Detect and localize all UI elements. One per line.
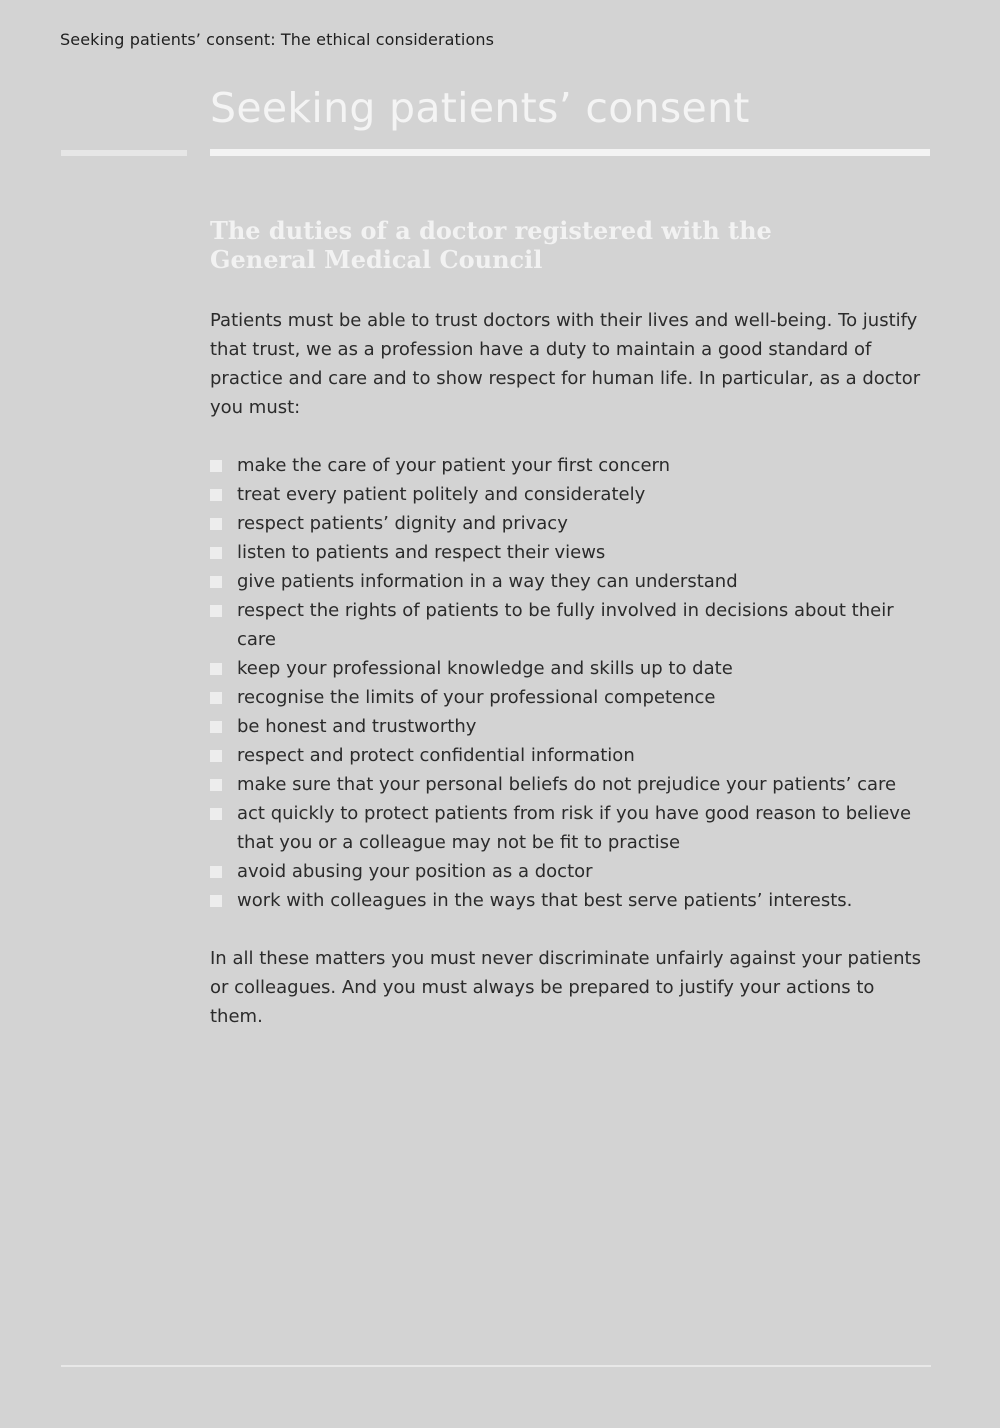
square-bullet-icon bbox=[210, 779, 222, 791]
list-item bbox=[210, 451, 930, 480]
square-bullet-icon bbox=[210, 750, 222, 762]
list-item-text: make the care of your patient your first concern bbox=[237, 455, 671, 476]
square-bullet-icon bbox=[210, 895, 222, 907]
section-heading: The duties of a doctor registered with the General Medical Council bbox=[210, 216, 772, 274]
square-bullet-icon bbox=[210, 460, 222, 472]
square-bullet-icon bbox=[210, 547, 222, 559]
square-bullet-icon bbox=[210, 663, 222, 675]
list-item-text: act quickly to protect patients from risk if you have good reason to believe that you or a colleague may not be fit to practise bbox=[237, 803, 912, 853]
square-bullet-icon bbox=[210, 605, 222, 617]
list-item-text: be honest and trustworthy bbox=[237, 716, 477, 737]
list-item-text: treat every patient politely and considerately bbox=[237, 484, 646, 505]
list-item-text: keep your professional knowledge and skills up to date bbox=[237, 658, 733, 679]
title-rule-long bbox=[210, 149, 930, 156]
list-item bbox=[210, 886, 930, 915]
list-item-text: work with colleagues in the ways that best serve patients’ interests. bbox=[237, 890, 853, 911]
list-item-text: respect and protect confidential information bbox=[237, 745, 635, 766]
square-bullet-icon bbox=[210, 866, 222, 878]
list-item bbox=[210, 567, 930, 596]
page-title: Seeking patients’ consent bbox=[210, 84, 750, 132]
square-bullet-icon bbox=[210, 576, 222, 588]
list-item-text: listen to patients and respect their views bbox=[237, 542, 606, 563]
list-item-text: avoid abusing your position as a doctor bbox=[237, 861, 593, 882]
list-item bbox=[210, 480, 930, 509]
square-bullet-icon bbox=[210, 489, 222, 501]
list-item-text: recognise the limits of your professional competence bbox=[237, 687, 716, 708]
list-item-text: make sure that your personal beliefs do not prejudice your patients’ care bbox=[237, 774, 897, 795]
square-bullet-icon bbox=[210, 721, 222, 733]
list-item-text: respect patients’ dignity and privacy bbox=[237, 513, 568, 534]
running-head: Seeking patients’ consent: The ethical considerations bbox=[60, 30, 495, 49]
list-item bbox=[210, 654, 930, 683]
list-item-text: respect the rights of patients to be fully involved in decisions about their care bbox=[237, 600, 894, 650]
square-bullet-icon bbox=[210, 518, 222, 530]
footer-rule bbox=[61, 1365, 931, 1367]
closing-paragraph: In all these matters you must never discriminate unfairly against your patients or colleagues. And you must always be prepared to justify your actions to them. bbox=[210, 948, 921, 1027]
list-item bbox=[210, 596, 930, 654]
square-bullet-icon bbox=[210, 692, 222, 704]
list-item bbox=[210, 799, 930, 857]
duties-list bbox=[210, 451, 930, 915]
list-item bbox=[210, 741, 930, 770]
square-bullet-icon bbox=[210, 808, 222, 820]
intro-paragraph: Patients must be able to trust doctors with their lives and well-being. To justify that trust, we as a profession have a duty to maintain a good standard of practice and care and to show respect for human life. In particular, as a doctor you must: bbox=[210, 310, 921, 418]
list-item bbox=[210, 770, 930, 799]
list-item-text: give patients information in a way they can understand bbox=[237, 571, 738, 592]
list-item bbox=[210, 538, 930, 567]
section-body bbox=[210, 306, 930, 1031]
list-item bbox=[210, 712, 930, 741]
list-item bbox=[210, 509, 930, 538]
list-item bbox=[210, 683, 930, 712]
title-rule-short bbox=[61, 150, 187, 156]
list-item bbox=[210, 857, 930, 886]
